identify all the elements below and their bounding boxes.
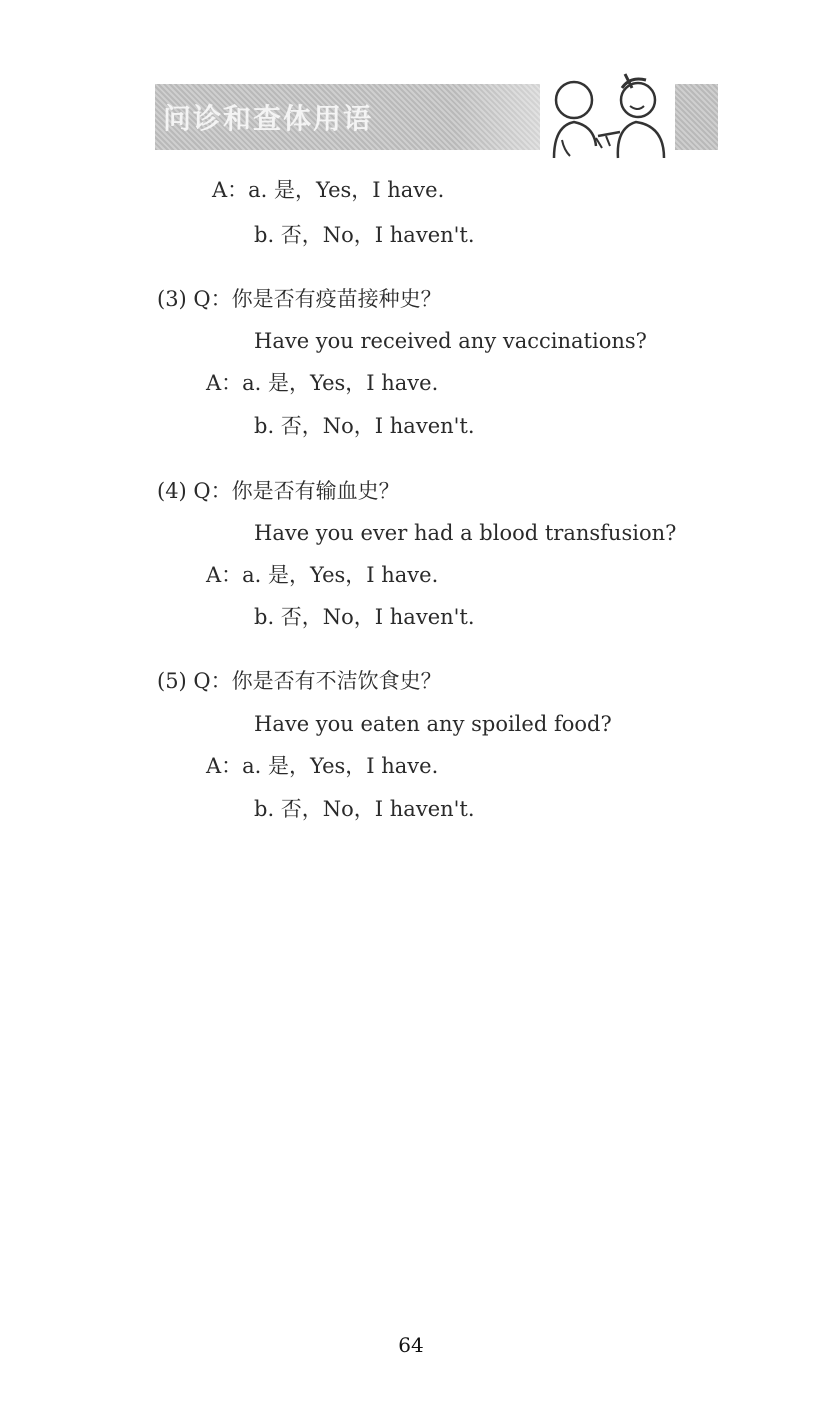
q5-answer-b: b. 否，No，I haven't. (254, 797, 475, 821)
q4-answer-a: A：a. 是，Yes，I have. (206, 563, 439, 587)
q3-question-en: Have you received any vaccinations? (254, 329, 647, 353)
q3-question-zh: (3) Q：你是否有疫苗接种史？ (157, 287, 442, 311)
chapter-header-title: 问诊和查体用语 (163, 102, 374, 135)
q3-answer-b: b. 否，No，I haven't. (254, 414, 475, 438)
q3-answer-a: A：a. 是，Yes，I have. (206, 371, 439, 395)
q5-question-zh: (5) Q：你是否有不洁饮食史？ (157, 669, 442, 693)
doctor-patient-illustration (540, 66, 675, 162)
q4-question-en: Have you ever had a blood transfusion? (254, 521, 677, 545)
q4-question-zh: (4) Q：你是否有输血史？ (157, 479, 400, 503)
q5-question-en: Have you eaten any spoiled food? (254, 712, 612, 736)
page-number: 64 (398, 1333, 424, 1357)
q5-answer-a: A：a. 是，Yes，I have. (206, 754, 439, 778)
q2-answer-a: A：a. 是，Yes，I have. (212, 178, 445, 202)
q4-answer-b: b. 否，No，I haven't. (254, 605, 475, 629)
q2-answer-b: b. 否，No，I haven't. (254, 223, 475, 247)
